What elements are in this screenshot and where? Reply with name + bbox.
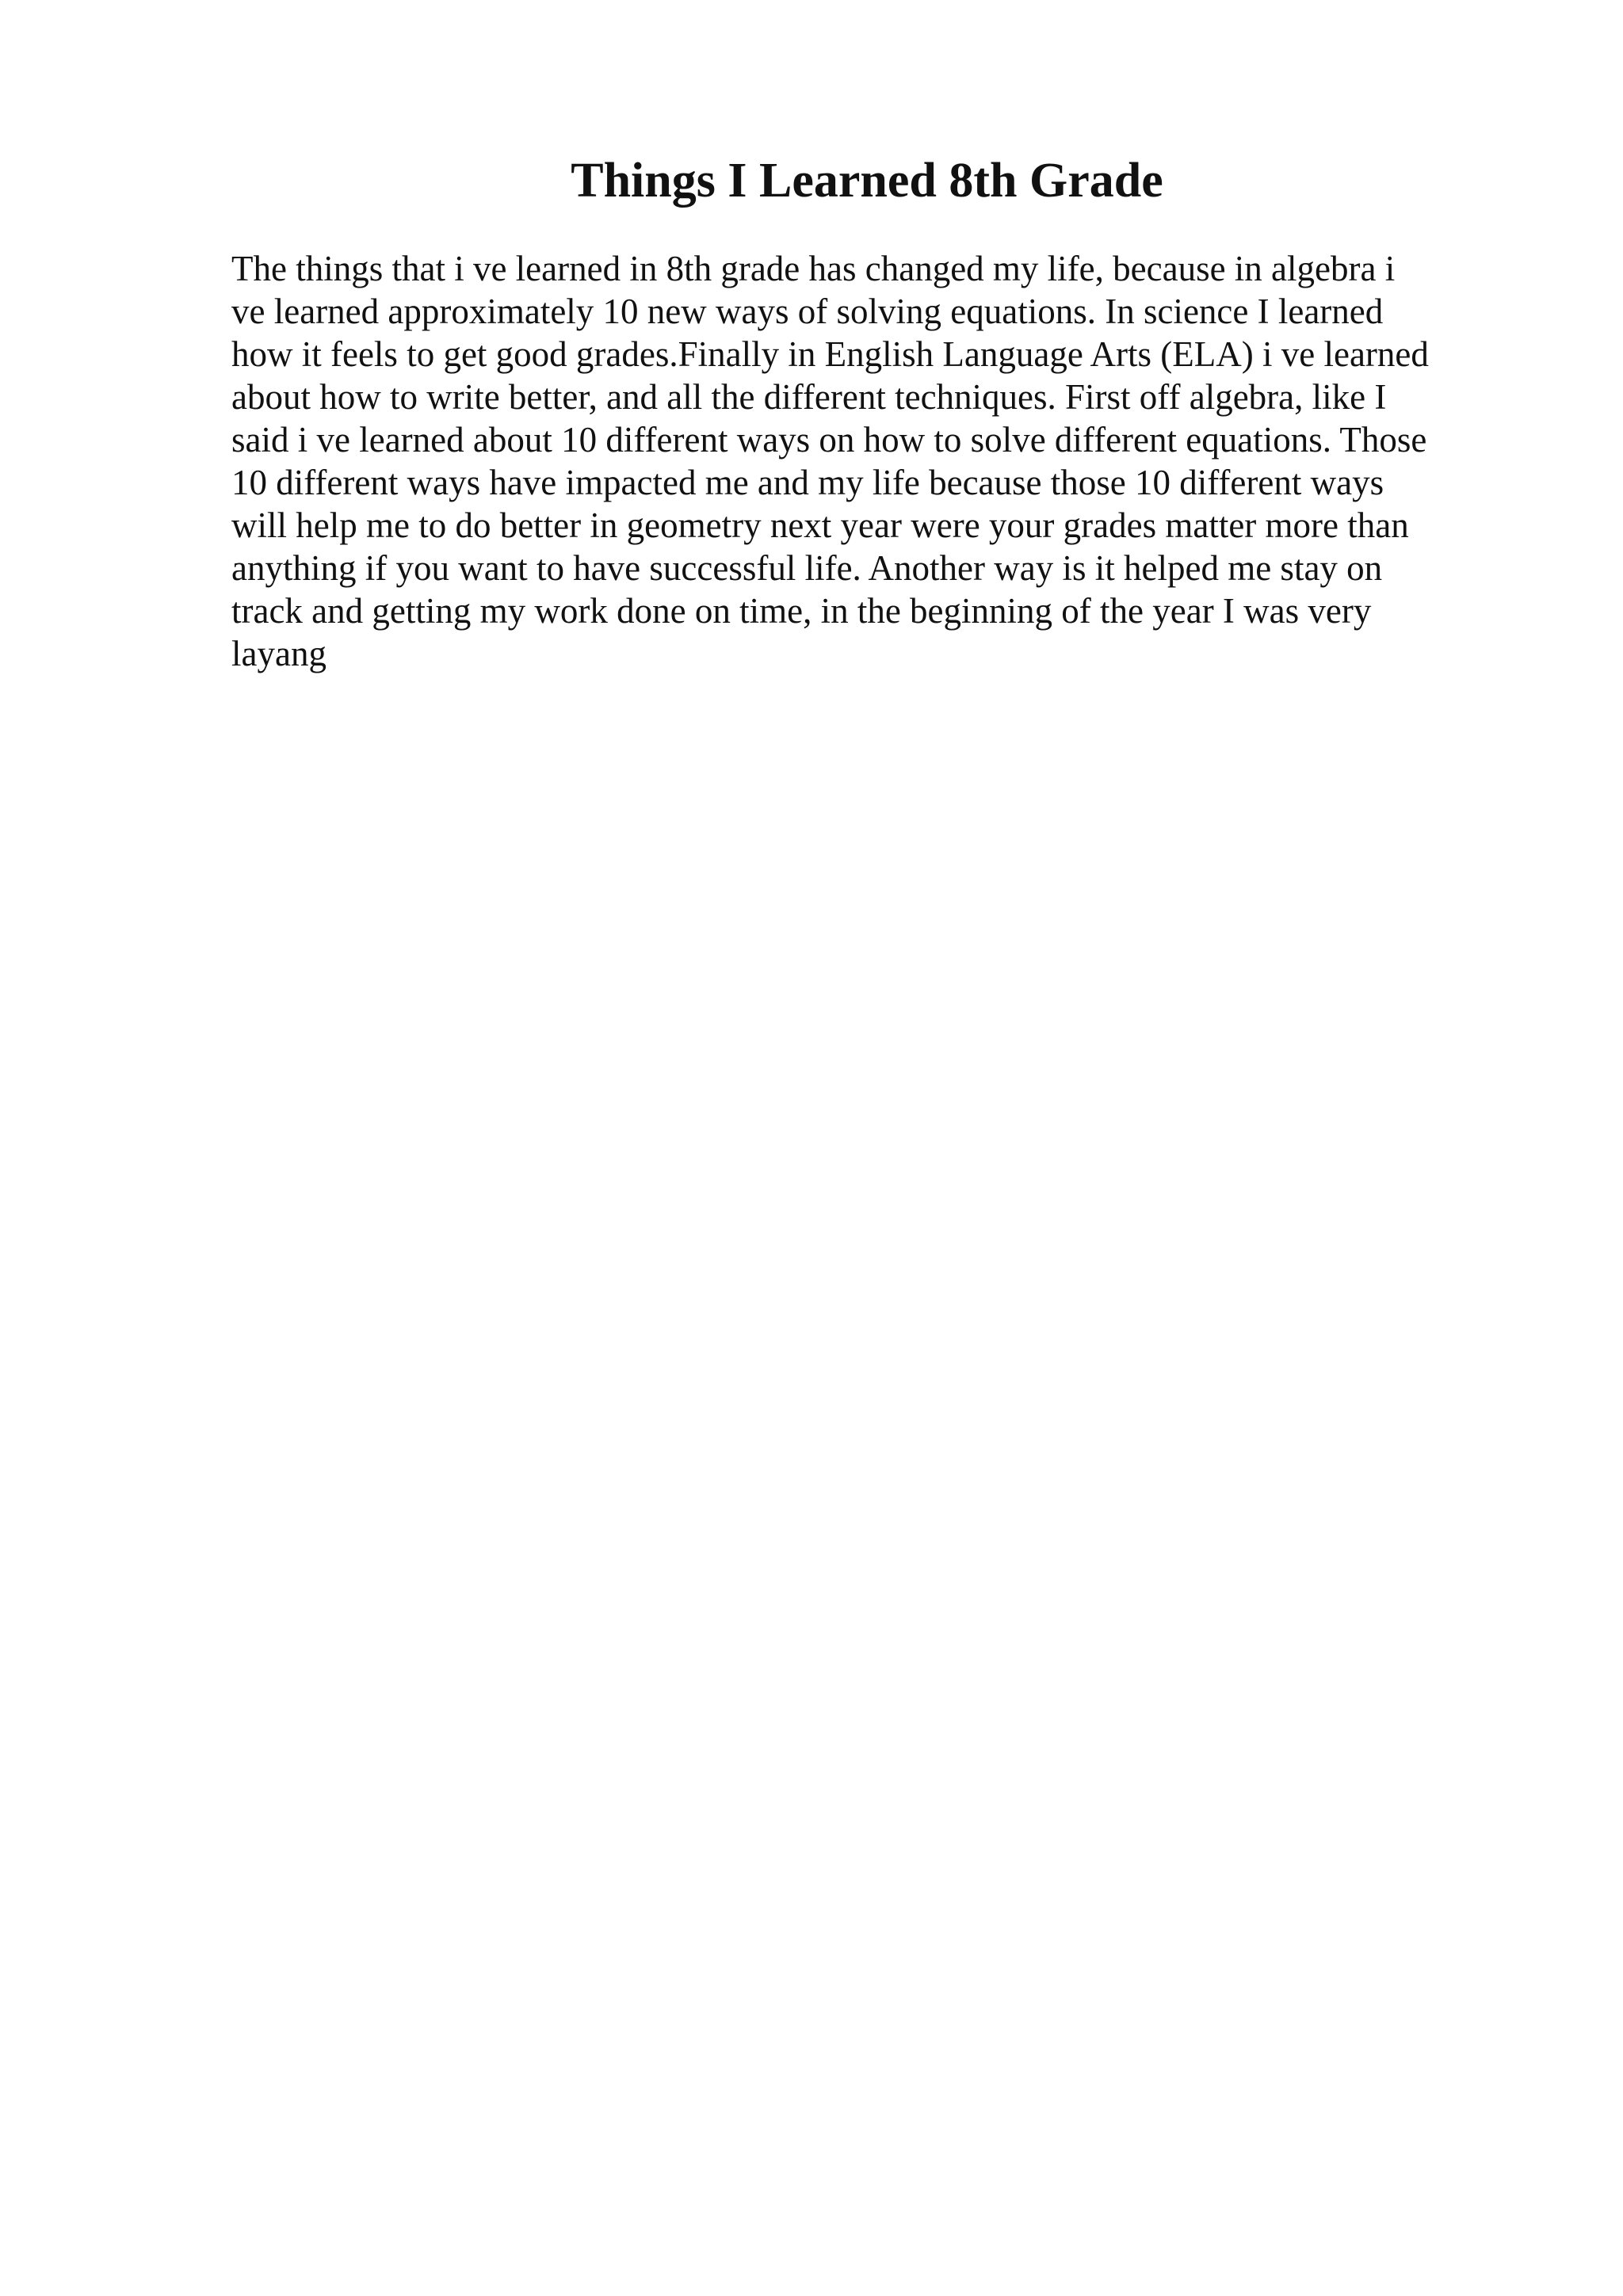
body-line: will help me to do better in geometry next year were your grades matter more than <box>231 505 1409 545</box>
body-line: said i ve learned about 10 different ways on how to solve different equations. Those <box>231 420 1427 460</box>
body-line: ve learned approximately 10 new ways of solving equations. In science I learned <box>231 292 1384 331</box>
body-line: layang <box>231 634 327 673</box>
body-line: track and getting my work done on time, in the beginning of the year I was very <box>231 591 1372 631</box>
body-line: anything if you want to have successful life. Another way is it helped me stay on <box>231 548 1383 588</box>
body-line: about how to write better, and all the different techniques. First off algebra, like I <box>231 377 1387 417</box>
document-body <box>231 247 1484 675</box>
document-title: Things I Learned 8th Grade <box>571 154 1163 208</box>
body-line: 10 different ways have impacted me and my life because those 10 different ways <box>231 463 1384 502</box>
body-line: The things that i ve learned in 8th grade has changed my life, because in algebra i <box>231 249 1396 288</box>
body-line: how it feels to get good grades.Finally in English Language Arts (ELA) i ve learned <box>231 334 1429 374</box>
